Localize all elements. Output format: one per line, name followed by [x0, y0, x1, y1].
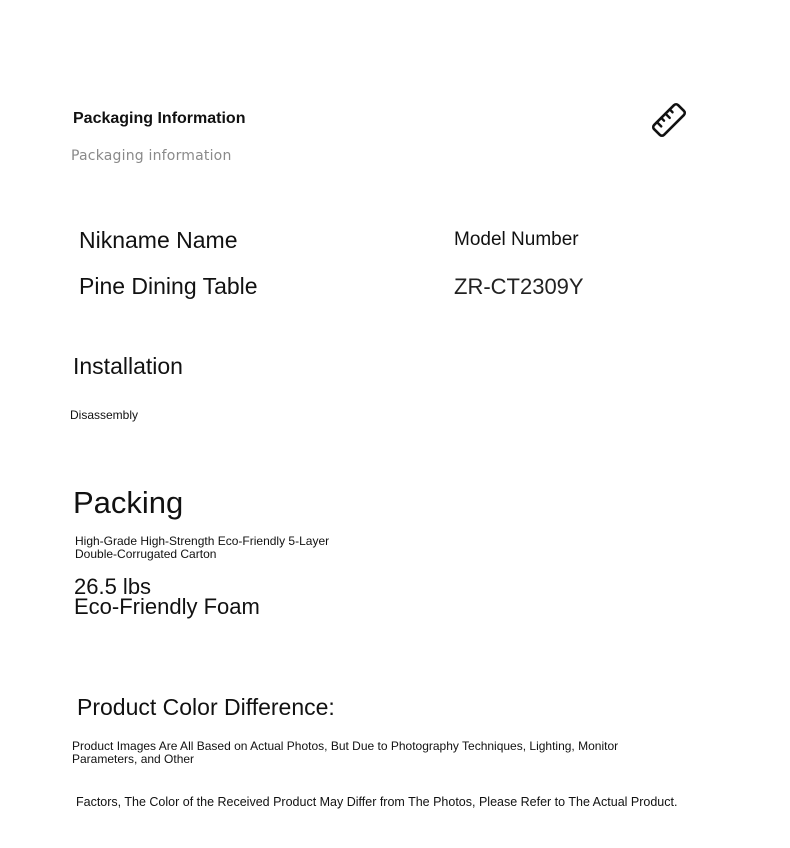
color-difference-line-1: Product Images Are All Based on Actual Photos, But Due to Photography Techniques, Lighting, Monitor: [72, 739, 619, 753]
color-difference-heading: Product Color Difference:: [77, 694, 335, 720]
packing-heading: Packing: [73, 485, 184, 520]
packing-carton-line-2: Double-Corrugated Carton: [75, 547, 217, 561]
packing-weight: 26.5 lbs: [74, 574, 152, 599]
packing-carton-line-1: High-Grade High-Strength Eco-Friendly 5-Layer: [75, 534, 330, 548]
page-title: Packaging Information: [73, 110, 246, 127]
color-difference-line-3: Factors, The Color of the Received Product May Differ from The Photos, Please Refer to The Actual Product.: [76, 795, 678, 809]
packing-carton-text: [75, 535, 329, 561]
color-difference-text: [72, 740, 618, 766]
model-number-label: Model Number: [454, 229, 579, 250]
color-difference-line-2: Parameters, and Other: [72, 752, 195, 766]
product-name-label: Nikname Name: [79, 227, 238, 253]
page-subtitle: Packaging information: [71, 148, 232, 164]
installation-value: Disassembly: [70, 408, 139, 422]
product-name-value: Pine Dining Table: [79, 273, 258, 299]
ruler-icon: [650, 101, 688, 139]
packing-foam: Eco-Friendly Foam: [74, 594, 260, 619]
model-number-value: ZR-CT2309Y: [454, 274, 584, 299]
installation-heading: Installation: [73, 353, 183, 379]
